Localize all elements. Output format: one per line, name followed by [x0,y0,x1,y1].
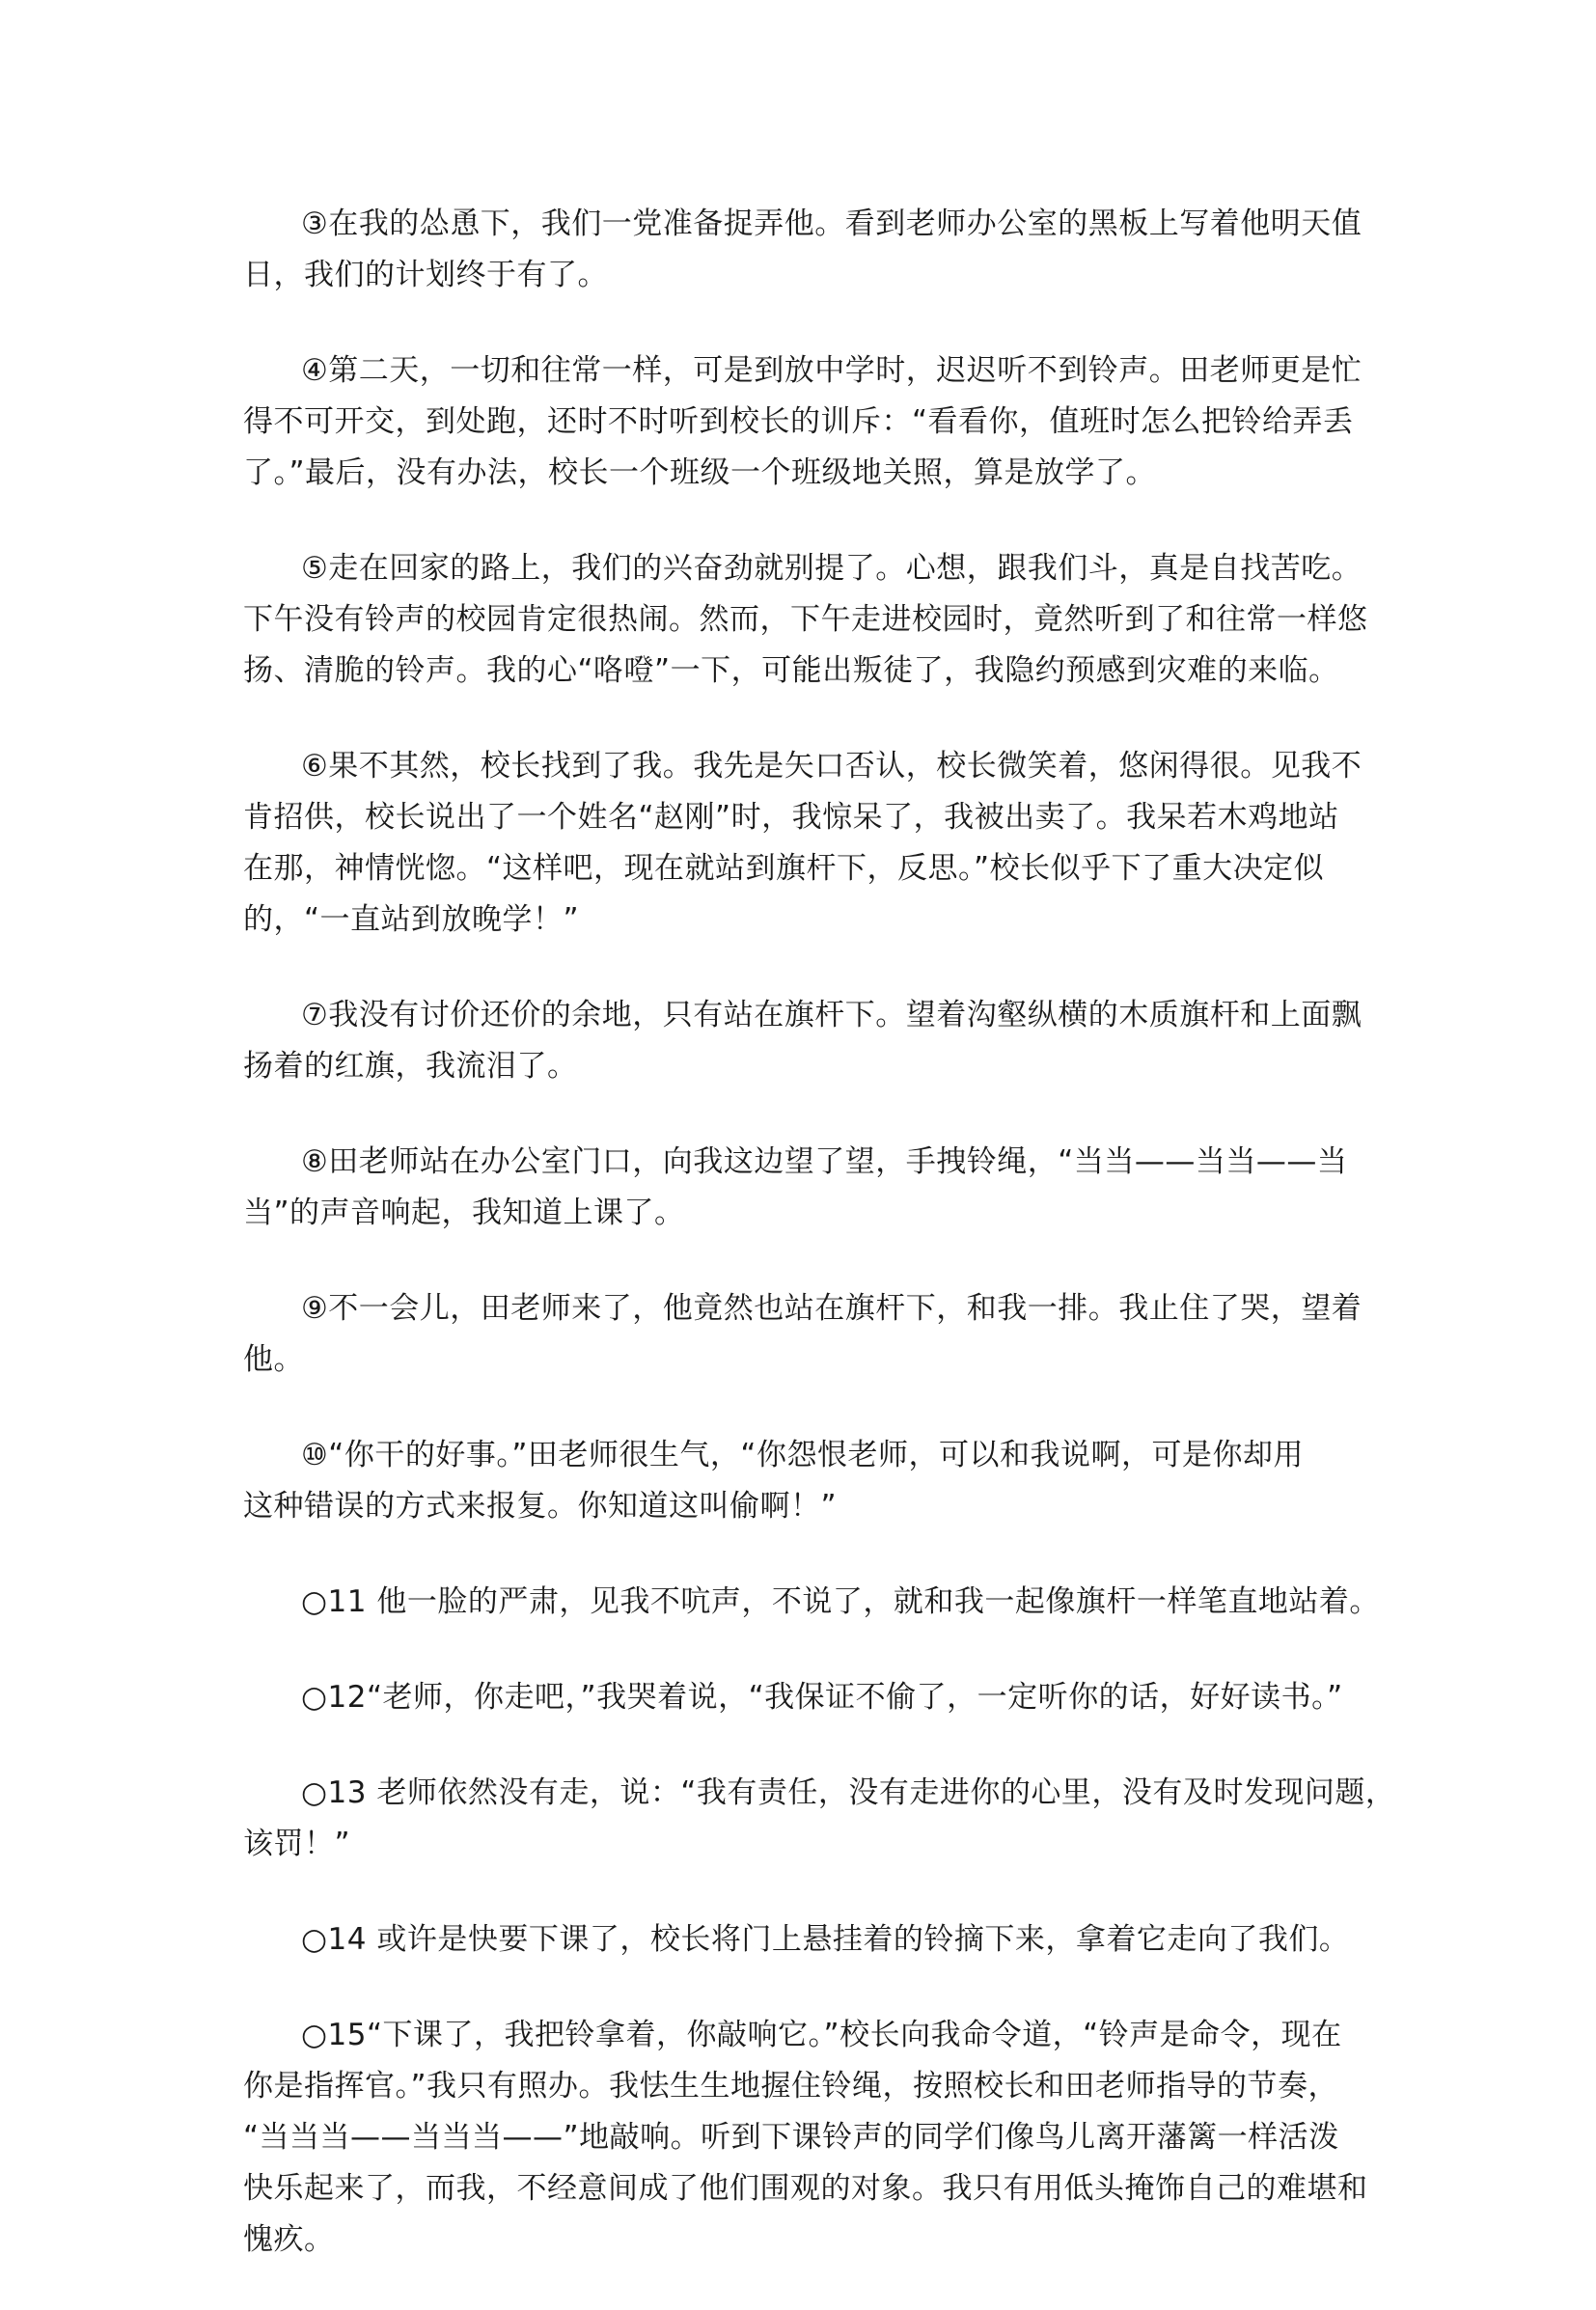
paragraph [243,1914,1362,1966]
paragraph-line [243,1283,1362,1334]
paragraph-text: 他一脸的严肃，见我不吭声，不说了，就和我一起像旗杆一样笔直地站着。 [367,1584,1380,1619]
paragraph-line [243,1768,1396,1819]
paragraph-text: 当”的声音响起，我知道上课了。 [243,1196,685,1230]
paragraph-text: “下课了，我把铃拿着，你敲响它。”校长向我命令道，“铃声是命令，现在 [367,2018,1342,2052]
paragraph-text: 田老师站在办公室门口，向我这边望了望，手拽铃绳，“当当——当当——当 [328,1144,1348,1179]
paragraph [243,1577,1380,1628]
paragraph-text: 肯招供，校长说出了一个姓名“赵刚”时，我惊呆了，我被出卖了。我呆若木鸡地站 [243,800,1339,835]
paragraph-line [243,2214,1362,2266]
paragraph-text: 扬着的红旗，我流泪了。 [243,1049,578,1084]
paragraph-line [243,1577,1380,1628]
paragraph-line [243,1334,1362,1386]
paragraph-line [243,199,1362,250]
paragraph-number: ○13 [301,1775,367,1810]
paragraph-text: 在那，神情恍惚。“这样吧，现在就站到旗杆下，反思。”校长似乎下了重大决定似 [243,851,1325,886]
paragraph-text: 的，“一直站到放晚学！” [243,902,580,937]
paragraph-text: 不一会儿，田老师来了，他竟然也站在旗杆下，和我一排。我止住了哭，望着 [328,1291,1362,1326]
paragraph [243,1430,1362,1532]
paragraph [243,199,1362,301]
paragraph-text: 我没有讨价还价的余地，只有站在旗杆下。望着沟壑纵横的木质旗杆和上面飘 [328,998,1362,1032]
paragraph-number: ⑥ [301,749,329,784]
document-page [243,199,1396,2310]
paragraph-text: 下午没有铃声的校园肯定很热闹。然而，下午走进校园时，竟然听到了和往常一样悠 [243,602,1368,637]
paragraph-text: 你是指挥官。”我只有照办。我怯生生地握住铃绳，按照校长和田老师指导的节奏， [243,2069,1339,2104]
paragraph-line [243,2112,1362,2163]
paragraph-number: ④ [301,353,329,388]
paragraph-line [243,2010,1362,2061]
paragraph-line [243,1819,1362,1870]
paragraph-text: 该罚！” [243,1827,351,1861]
paragraph-line [243,894,1362,946]
paragraph-line [243,1041,1362,1092]
paragraph-number: ⑨ [301,1291,329,1326]
paragraph-text: 老师依然没有走，说：“我有责任，没有走进你的心里，没有及时发现问题， [367,1775,1396,1810]
paragraph [243,543,1368,697]
paragraph-line [243,741,1362,792]
paragraph-text: 或许是快要下课了，校长将门上悬挂着的铃摘下来，拿着它走向了我们。 [367,1922,1350,1957]
paragraph-text: 快乐起来了，而我，不经意间成了他们围观的对象。我只有用低头掩饰自己的难堪和 [243,2171,1368,2206]
paragraph-line [243,345,1362,397]
paragraph-line [243,792,1362,843]
paragraph-number: ○12 [301,1680,367,1715]
paragraph-line [243,1672,1362,1723]
paragraph-number: ③ [301,206,329,241]
paragraph [243,345,1362,499]
paragraph-text: 扬、清脆的铃声。我的心“咯噔”一下，可能出叛徒了，我隐约预感到灾难的来临。 [243,653,1339,688]
paragraph-text: 在我的怂恿下，我们一党准备捉弄他。看到老师办公室的黑板上写着他明天值 [328,206,1362,241]
paragraph-text: 日，我们的计划终于有了。 [243,258,608,292]
paragraph-number: ○14 [301,1922,367,1957]
paragraph-number: ⑦ [301,998,329,1032]
paragraph-line [243,2061,1362,2112]
paragraph [243,2010,1368,2266]
paragraph-text: 走在回家的路上，我们的兴奋劲就别提了。心想，跟我们斗，真是自找苦吃。 [328,551,1362,586]
paragraph [243,990,1362,1092]
paragraph-number: ⑧ [301,1144,329,1179]
paragraph-number: ○11 [301,1584,367,1619]
paragraph-line [243,1914,1362,1966]
paragraph [243,1283,1362,1386]
paragraph-line [243,594,1368,646]
paragraph [243,1768,1396,1870]
paragraph-text: 这种错误的方式来报复。你知道这叫偷啊！” [243,1489,838,1524]
paragraph-line [243,843,1362,894]
paragraph [243,741,1362,946]
paragraph-line [243,2163,1368,2214]
paragraph-line [243,646,1362,697]
paragraph-text: “老师，你走吧，”我哭着说，“我保证不偷了，一定听你的话，好好读书。” [367,1680,1343,1715]
paragraph [243,1672,1362,1723]
paragraph-line [243,397,1362,448]
paragraph-line [243,1188,1362,1239]
paragraph-text: 愧疚。 [243,2222,335,2257]
paragraph-number: ○15 [301,2018,367,2052]
paragraph-number: ⑩ [301,1438,329,1472]
paragraph-text: 果不其然，校长找到了我。我先是矢口否认，校长微笑着，悠闲得很。见我不 [328,749,1362,784]
paragraph-line [243,543,1362,594]
paragraph-text: “你干的好事。”田老师很生气，“你怨恨老师，可以和我说啊，可是你却用 [328,1438,1304,1472]
paragraph-line [243,448,1362,499]
paragraph-line [243,990,1362,1041]
paragraph-line [243,1137,1362,1188]
paragraph-line [243,250,1362,301]
paragraph-text: 得不可开交，到处跑，还时不时听到校长的训斥：“看看你，值班时怎么把铃给弄丢 [243,404,1354,439]
paragraph [243,1137,1362,1239]
paragraph-line [243,1481,1362,1532]
paragraph-text: “当当当——当当当——”地敲响。听到下课铃声的同学们像鸟儿离开藩篱一样活泼 [243,2120,1339,2155]
paragraph-number: ⑤ [301,551,329,586]
paragraph-text: 了。”最后，没有办法，校长一个班级一个班级地关照，算是放学了。 [243,455,1157,490]
paragraph-text: 第二天，一切和往常一样，可是到放中学时，迟迟听不到铃声。田老师更是忙 [328,353,1362,388]
paragraph-line [243,1430,1362,1481]
paragraph-text: 他。 [243,1342,304,1377]
